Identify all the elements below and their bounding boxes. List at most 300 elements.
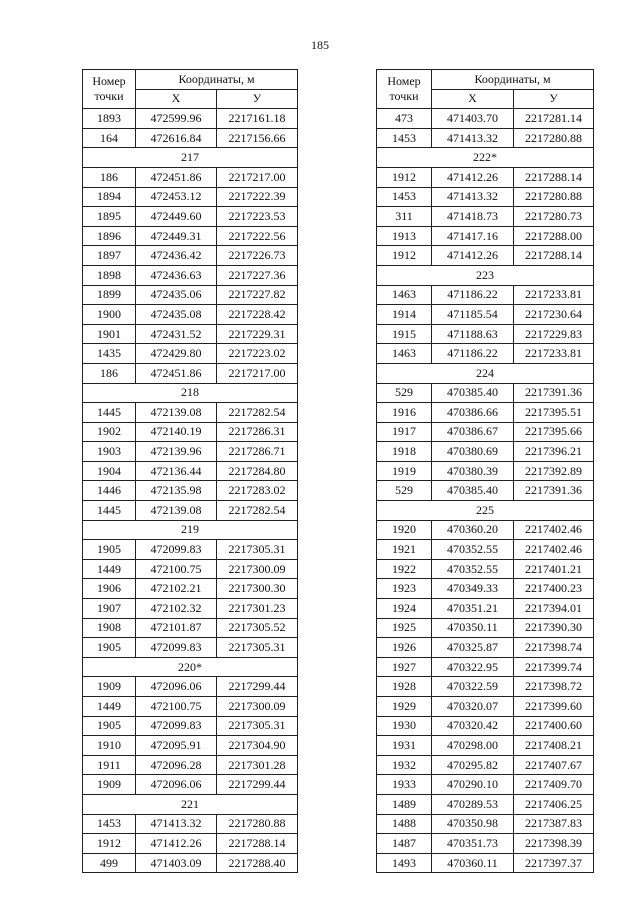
x-coordinate-cell: 472451.86 <box>136 167 217 187</box>
x-coordinate-cell: 472449.31 <box>136 226 217 246</box>
coordinates-table-right-body <box>377 109 594 873</box>
y-coordinate-cell: 2217301.28 <box>217 755 298 775</box>
x-coordinate-cell: 470349.33 <box>432 579 514 599</box>
x-coordinate-cell: 470322.95 <box>432 657 514 677</box>
x-coordinate-cell: 472102.32 <box>136 599 217 619</box>
point-number-cell: 1895 <box>83 207 136 227</box>
point-number-cell: 1453 <box>377 187 432 207</box>
table-row <box>377 226 594 246</box>
x-coordinate-cell: 472099.83 <box>136 638 217 658</box>
table-row <box>377 618 594 638</box>
y-coordinate-cell: 2217398.39 <box>514 834 594 854</box>
y-coordinate-cell: 2217300.09 <box>217 559 298 579</box>
y-coordinate-cell: 2217408.21 <box>514 736 594 756</box>
x-coordinate-cell: 472100.75 <box>136 697 217 717</box>
y-coordinate-cell: 2217230.64 <box>514 305 594 325</box>
point-number-cell: 1901 <box>83 324 136 344</box>
point-number-cell: 1449 <box>83 697 136 717</box>
table-row <box>377 755 594 775</box>
x-coordinate-cell: 472100.75 <box>136 559 217 579</box>
y-coordinate-cell: 2217233.81 <box>514 285 594 305</box>
table-row <box>377 442 594 462</box>
point-number-header-line1: Номер <box>387 74 421 89</box>
y-coordinate-cell: 2217223.02 <box>217 344 298 364</box>
point-number-cell: 1896 <box>83 226 136 246</box>
x-coordinate-cell: 472616.84 <box>136 128 217 148</box>
table-row <box>83 363 298 383</box>
parcel-number: 218 <box>83 383 298 403</box>
y-coordinate-cell: 2217288.00 <box>514 226 594 246</box>
table-row <box>83 697 298 717</box>
table-row <box>377 677 594 697</box>
x-header: X <box>432 89 514 109</box>
y-coordinate-cell: 2217399.60 <box>514 697 594 717</box>
x-coordinate-cell: 471412.26 <box>432 246 514 266</box>
point-number-cell: 186 <box>83 167 136 187</box>
point-number-cell: 1930 <box>377 716 432 736</box>
point-number-cell: 1919 <box>377 461 432 481</box>
parcel-number: 220* <box>83 657 298 677</box>
table-row <box>83 755 298 775</box>
coordinates-table-left-body <box>83 109 298 873</box>
x-coordinate-cell: 472139.96 <box>136 442 217 462</box>
point-number-cell: 1903 <box>83 442 136 462</box>
table-row <box>377 599 594 619</box>
x-coordinate-cell: 472435.06 <box>136 285 217 305</box>
x-coordinate-cell: 470350.98 <box>432 814 514 834</box>
point-number-cell: 1917 <box>377 422 432 442</box>
point-number-cell: 1435 <box>83 344 136 364</box>
y-coordinate-cell: 2217217.00 <box>217 363 298 383</box>
point-number-cell: 1912 <box>377 246 432 266</box>
point-number-cell: 1453 <box>377 128 432 148</box>
y-coordinate-cell: 2217402.46 <box>514 520 594 540</box>
y-coordinate-cell: 2217400.23 <box>514 579 594 599</box>
y-coordinate-cell: 2217222.56 <box>217 226 298 246</box>
table-row <box>377 383 594 403</box>
y-coordinate-cell: 2217395.66 <box>514 422 594 442</box>
table-row <box>83 187 298 207</box>
table-row <box>83 559 298 579</box>
point-number-cell: 1487 <box>377 834 432 854</box>
table-row <box>83 599 298 619</box>
y-header: У <box>514 89 594 109</box>
y-coordinate-cell: 2217305.52 <box>217 618 298 638</box>
table-row <box>377 187 594 207</box>
y-coordinate-cell: 2217156.66 <box>217 128 298 148</box>
y-coordinate-cell: 2217401.21 <box>514 559 594 579</box>
x-coordinate-cell: 472451.86 <box>136 363 217 383</box>
y-coordinate-cell: 2217387.83 <box>514 814 594 834</box>
table-row <box>377 540 594 560</box>
point-number-cell: 1909 <box>83 775 136 795</box>
table-row <box>83 677 298 697</box>
y-coordinate-cell: 2217304.90 <box>217 736 298 756</box>
table-row <box>377 736 594 756</box>
y-coordinate-cell: 2217300.09 <box>217 697 298 717</box>
y-coordinate-cell: 2217305.31 <box>217 638 298 658</box>
table-row <box>377 207 594 227</box>
point-number-cell: 529 <box>377 481 432 501</box>
x-coordinate-cell: 470360.20 <box>432 520 514 540</box>
table-row <box>83 579 298 599</box>
table-row <box>83 461 298 481</box>
y-coordinate-cell: 2217299.44 <box>217 677 298 697</box>
x-coordinate-cell: 470289.53 <box>432 794 514 814</box>
y-coordinate-cell: 2217280.88 <box>514 187 594 207</box>
table-row <box>83 128 298 148</box>
x-coordinate-cell: 470322.59 <box>432 677 514 697</box>
point-number-cell: 1931 <box>377 736 432 756</box>
table-row <box>377 716 594 736</box>
table-row <box>377 638 594 658</box>
point-number-header-line2: точки <box>389 89 419 104</box>
point-number-cell: 1920 <box>377 520 432 540</box>
table-row <box>83 853 298 873</box>
table-row <box>377 559 594 579</box>
x-coordinate-cell: 472140.19 <box>136 422 217 442</box>
table-row <box>377 167 594 187</box>
y-coordinate-cell: 2217394.01 <box>514 599 594 619</box>
coordinates-table-left <box>82 69 298 873</box>
table-row <box>83 618 298 638</box>
point-number-cell: 1912 <box>377 167 432 187</box>
y-coordinate-cell: 2217301.23 <box>217 599 298 619</box>
y-coordinate-cell: 2217282.54 <box>217 403 298 423</box>
point-number-cell: 1911 <box>83 755 136 775</box>
point-number-cell: 1927 <box>377 657 432 677</box>
point-number-cell: 186 <box>83 363 136 383</box>
table-row <box>377 403 594 423</box>
x-coordinate-cell: 470351.73 <box>432 834 514 854</box>
y-coordinate-cell: 2217281.14 <box>514 109 594 129</box>
coordinates-header: Координаты, м <box>136 70 298 90</box>
table-row <box>377 657 594 677</box>
x-coordinate-cell: 472096.06 <box>136 775 217 795</box>
y-coordinate-cell: 2217400.60 <box>514 716 594 736</box>
table-row <box>83 324 298 344</box>
table-row <box>377 697 594 717</box>
y-coordinate-cell: 2217305.31 <box>217 716 298 736</box>
point-number-cell: 1933 <box>377 775 432 795</box>
x-coordinate-cell: 470386.67 <box>432 422 514 442</box>
y-coordinate-cell: 2217397.37 <box>514 853 594 873</box>
x-coordinate-cell: 470290.10 <box>432 775 514 795</box>
point-number-cell: 1905 <box>83 638 136 658</box>
table-row <box>377 461 594 481</box>
point-number-cell: 164 <box>83 128 136 148</box>
table-row <box>377 775 594 795</box>
table-row <box>377 579 594 599</box>
x-coordinate-cell: 470386.66 <box>432 403 514 423</box>
x-coordinate-cell: 472139.08 <box>136 501 217 521</box>
table-row <box>83 207 298 227</box>
point-number-cell: 1924 <box>377 599 432 619</box>
point-number-cell: 473 <box>377 109 432 129</box>
y-coordinate-cell: 2217406.25 <box>514 794 594 814</box>
point-number-cell: 1922 <box>377 559 432 579</box>
x-coordinate-cell: 471412.26 <box>136 834 217 854</box>
x-coordinate-cell: 470351.21 <box>432 599 514 619</box>
table-row <box>83 226 298 246</box>
x-coordinate-cell: 471413.32 <box>136 814 217 834</box>
table-row <box>83 775 298 795</box>
x-coordinate-cell: 470352.55 <box>432 559 514 579</box>
point-number-cell: 1926 <box>377 638 432 658</box>
x-coordinate-cell: 472431.52 <box>136 324 217 344</box>
point-number-cell: 1493 <box>377 853 432 873</box>
x-coordinate-cell: 471188.63 <box>432 324 514 344</box>
parcel-number: 217 <box>83 148 298 168</box>
point-number-cell: 1909 <box>83 677 136 697</box>
y-coordinate-cell: 2217402.46 <box>514 540 594 560</box>
point-number-cell: 1449 <box>83 559 136 579</box>
y-coordinate-cell: 2217305.31 <box>217 540 298 560</box>
y-coordinate-cell: 2217217.00 <box>217 167 298 187</box>
y-coordinate-cell: 2217227.82 <box>217 285 298 305</box>
point-number-cell: 1907 <box>83 599 136 619</box>
point-number-cell: 1915 <box>377 324 432 344</box>
point-number-cell: 1463 <box>377 285 432 305</box>
y-coordinate-cell: 2217409.70 <box>514 775 594 795</box>
x-coordinate-cell: 470295.82 <box>432 755 514 775</box>
table-row <box>377 834 594 854</box>
x-coordinate-cell: 471412.26 <box>432 167 514 187</box>
x-coordinate-cell: 470385.40 <box>432 383 514 403</box>
point-number-cell: 1918 <box>377 442 432 462</box>
y-coordinate-cell: 2217280.73 <box>514 207 594 227</box>
point-number-cell: 1905 <box>83 716 136 736</box>
table-row <box>83 834 298 854</box>
point-number-header <box>83 70 136 109</box>
table-row <box>377 128 594 148</box>
table-row <box>83 167 298 187</box>
point-number-cell: 1897 <box>83 246 136 266</box>
x-coordinate-cell: 471413.32 <box>432 128 514 148</box>
point-number-cell: 499 <box>83 853 136 873</box>
parcel-number: 225 <box>377 501 594 521</box>
y-coordinate-cell: 2217288.14 <box>217 834 298 854</box>
x-coordinate-cell: 472101.87 <box>136 618 217 638</box>
point-number-cell: 1445 <box>83 501 136 521</box>
y-coordinate-cell: 2217395.51 <box>514 403 594 423</box>
table-row <box>377 109 594 129</box>
point-number-cell: 1906 <box>83 579 136 599</box>
point-number-header-line1: Номер <box>92 74 126 89</box>
table-row <box>377 794 594 814</box>
table-row <box>377 305 594 325</box>
x-coordinate-cell: 471186.22 <box>432 285 514 305</box>
table-row <box>377 481 594 501</box>
x-coordinate-cell: 472436.63 <box>136 265 217 285</box>
table-row <box>83 285 298 305</box>
coordinates-table-right <box>376 69 594 873</box>
table-row <box>83 403 298 423</box>
y-coordinate-cell: 2217233.81 <box>514 344 594 364</box>
x-coordinate-cell: 472599.96 <box>136 109 217 129</box>
parcel-number: 221 <box>83 794 298 814</box>
group-row <box>377 148 594 168</box>
x-coordinate-cell: 471403.70 <box>432 109 514 129</box>
point-number-cell: 1894 <box>83 187 136 207</box>
parcel-number: 219 <box>83 520 298 540</box>
x-coordinate-cell: 472435.08 <box>136 305 217 325</box>
x-coordinate-cell: 470380.69 <box>432 442 514 462</box>
point-number-cell: 1900 <box>83 305 136 325</box>
table-row <box>83 736 298 756</box>
point-number-cell: 529 <box>377 383 432 403</box>
x-coordinate-cell: 471413.32 <box>432 187 514 207</box>
table-row <box>377 246 594 266</box>
point-number-cell: 1916 <box>377 403 432 423</box>
point-number-cell: 1489 <box>377 794 432 814</box>
table-row <box>83 638 298 658</box>
group-row <box>83 383 298 403</box>
table-row <box>83 422 298 442</box>
y-coordinate-cell: 2217299.44 <box>217 775 298 795</box>
point-number-cell: 1446 <box>83 481 136 501</box>
x-coordinate-cell: 470352.55 <box>432 540 514 560</box>
y-coordinate-cell: 2217229.83 <box>514 324 594 344</box>
y-coordinate-cell: 2217284.80 <box>217 461 298 481</box>
x-header: X <box>136 89 217 109</box>
x-coordinate-cell: 472096.06 <box>136 677 217 697</box>
x-coordinate-cell: 471417.16 <box>432 226 514 246</box>
table-row <box>83 481 298 501</box>
x-coordinate-cell: 472429.80 <box>136 344 217 364</box>
point-number-cell: 1908 <box>83 618 136 638</box>
y-coordinate-cell: 2217286.71 <box>217 442 298 462</box>
x-coordinate-cell: 472095.91 <box>136 736 217 756</box>
x-coordinate-cell: 470325.87 <box>432 638 514 658</box>
table-row <box>377 324 594 344</box>
y-coordinate-cell: 2217228.42 <box>217 305 298 325</box>
x-coordinate-cell: 472436.42 <box>136 246 217 266</box>
x-coordinate-cell: 472449.60 <box>136 207 217 227</box>
table-row <box>377 285 594 305</box>
y-coordinate-cell: 2217280.88 <box>217 814 298 834</box>
parcel-number: 224 <box>377 363 594 383</box>
point-number-header <box>377 70 432 109</box>
point-number-cell: 1904 <box>83 461 136 481</box>
table-row <box>83 814 298 834</box>
y-coordinate-cell: 2217222.39 <box>217 187 298 207</box>
point-number-cell: 1453 <box>83 814 136 834</box>
y-coordinate-cell: 2217227.36 <box>217 265 298 285</box>
point-number-cell: 1893 <box>83 109 136 129</box>
y-coordinate-cell: 2217161.18 <box>217 109 298 129</box>
y-coordinate-cell: 2217282.54 <box>217 501 298 521</box>
table-row <box>83 265 298 285</box>
point-number-cell: 1925 <box>377 618 432 638</box>
point-number-cell: 1914 <box>377 305 432 325</box>
y-coordinate-cell: 2217286.31 <box>217 422 298 442</box>
point-number-cell: 1913 <box>377 226 432 246</box>
x-coordinate-cell: 471403.09 <box>136 853 217 873</box>
x-coordinate-cell: 472099.83 <box>136 540 217 560</box>
group-row <box>377 363 594 383</box>
x-coordinate-cell: 471185.54 <box>432 305 514 325</box>
y-coordinate-cell: 2217390.30 <box>514 618 594 638</box>
point-number-cell: 1463 <box>377 344 432 364</box>
table-row <box>83 344 298 364</box>
y-header: У <box>217 89 298 109</box>
x-coordinate-cell: 470385.40 <box>432 481 514 501</box>
y-coordinate-cell: 2217288.14 <box>514 246 594 266</box>
point-number-cell: 1905 <box>83 540 136 560</box>
x-coordinate-cell: 470298.00 <box>432 736 514 756</box>
y-coordinate-cell: 2217398.74 <box>514 638 594 658</box>
y-coordinate-cell: 2217283.02 <box>217 481 298 501</box>
x-coordinate-cell: 472099.83 <box>136 716 217 736</box>
table-row <box>83 246 298 266</box>
x-coordinate-cell: 470360.11 <box>432 853 514 873</box>
point-number-cell: 1928 <box>377 677 432 697</box>
y-coordinate-cell: 2217223.53 <box>217 207 298 227</box>
table-row <box>377 814 594 834</box>
group-row <box>83 148 298 168</box>
y-coordinate-cell: 2217392.89 <box>514 461 594 481</box>
x-coordinate-cell: 472096.28 <box>136 755 217 775</box>
point-number-cell: 1929 <box>377 697 432 717</box>
point-number-cell: 1488 <box>377 814 432 834</box>
point-number-cell: 1932 <box>377 755 432 775</box>
parcel-number: 223 <box>377 265 594 285</box>
y-coordinate-cell: 2217300.30 <box>217 579 298 599</box>
table-row <box>83 501 298 521</box>
y-coordinate-cell: 2217288.14 <box>514 167 594 187</box>
y-coordinate-cell: 2217398.72 <box>514 677 594 697</box>
x-coordinate-cell: 471186.22 <box>432 344 514 364</box>
x-coordinate-cell: 470380.39 <box>432 461 514 481</box>
group-row <box>377 501 594 521</box>
x-coordinate-cell: 470350.11 <box>432 618 514 638</box>
table-row <box>377 422 594 442</box>
y-coordinate-cell: 2217396.21 <box>514 442 594 462</box>
group-row <box>83 520 298 540</box>
table-row <box>377 520 594 540</box>
point-number-cell: 1912 <box>83 834 136 854</box>
point-number-cell: 311 <box>377 207 432 227</box>
table-row <box>83 305 298 325</box>
x-coordinate-cell: 470320.07 <box>432 697 514 717</box>
y-coordinate-cell: 2217391.36 <box>514 383 594 403</box>
point-number-cell: 1923 <box>377 579 432 599</box>
group-row <box>83 794 298 814</box>
y-coordinate-cell: 2217229.31 <box>217 324 298 344</box>
point-number-cell: 1898 <box>83 265 136 285</box>
y-coordinate-cell: 2217288.40 <box>217 853 298 873</box>
table-row <box>83 109 298 129</box>
table-row <box>377 853 594 873</box>
y-coordinate-cell: 2217407.67 <box>514 755 594 775</box>
point-number-cell: 1445 <box>83 403 136 423</box>
x-coordinate-cell: 472136.44 <box>136 461 217 481</box>
point-number-cell: 1910 <box>83 736 136 756</box>
page-number: 185 <box>311 38 329 52</box>
x-coordinate-cell: 472135.98 <box>136 481 217 501</box>
x-coordinate-cell: 472139.08 <box>136 403 217 423</box>
parcel-number: 222* <box>377 148 594 168</box>
group-row <box>377 265 594 285</box>
table-row <box>83 442 298 462</box>
x-coordinate-cell: 470320.42 <box>432 716 514 736</box>
y-coordinate-cell: 2217226.73 <box>217 246 298 266</box>
x-coordinate-cell: 472453.12 <box>136 187 217 207</box>
table-row <box>377 344 594 364</box>
point-number-header-line2: точки <box>94 89 124 104</box>
x-coordinate-cell: 472102.21 <box>136 579 217 599</box>
